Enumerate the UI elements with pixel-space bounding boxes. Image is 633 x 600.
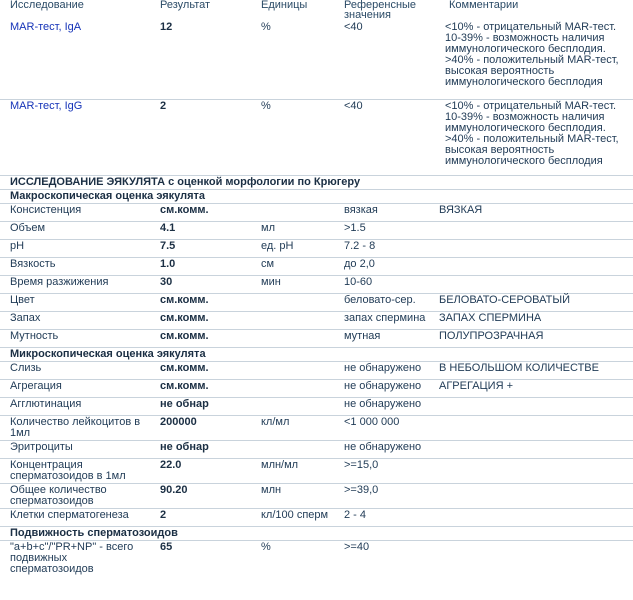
mar-igg-name: MAR-тест, IgG [0, 99, 150, 175]
header-reference: Референсные значения [344, 0, 417, 21]
row-ref: 7.2 - 8 [334, 239, 435, 257]
row-result: 200000 [150, 415, 251, 440]
row-result: см.комм. [150, 311, 251, 329]
row-comment: В НЕБОЛЬШОМ КОЛИЧЕСТВЕ [435, 361, 633, 379]
motility-title: Подвижность сперматозоидов [0, 526, 633, 540]
row-name: pH [0, 239, 150, 257]
row-unit: мин [251, 275, 334, 293]
row-name: Агглютинация [0, 397, 150, 415]
row-ref: не обнаружено [334, 379, 435, 397]
row-comment: ВЯЗКАЯ [435, 203, 633, 221]
table-row [0, 203, 633, 221]
mar-iga-unit: % [251, 21, 334, 99]
table-row [0, 275, 633, 293]
mar-igg-comment: <10% - отрицательный MAR-тест. 10-39% - возможность наличия иммунологического бесплодия. >40% - положительный MAR-тест, высокая вероятность иммунологического бесплодия [435, 99, 633, 175]
row-unit: ед. pH [251, 239, 334, 257]
row-ref: >=39,0 [334, 483, 435, 508]
row-name: Эритроциты [0, 440, 150, 458]
row-comment: АГРЕГАЦИЯ + [435, 379, 633, 397]
row-unit: см [251, 257, 334, 275]
table-row [0, 540, 633, 576]
row-result: 90.20 [150, 483, 251, 508]
row-result: 22.0 [150, 458, 251, 483]
header-units: Единицы [261, 0, 308, 11]
row-unit [251, 397, 334, 415]
table-row [0, 483, 633, 508]
row-name: Цвет [0, 293, 150, 311]
row-ref: мутная [334, 329, 435, 347]
row-name: "a+b+c"/"PR+NP" - всего подвижных сперматозоидов [10, 540, 134, 575]
row-comment [435, 415, 633, 440]
row-comment [435, 221, 633, 239]
row-comment [435, 239, 633, 257]
motility-title-row [0, 526, 633, 540]
row-name: Время разжижения [0, 275, 150, 293]
row-comment [435, 540, 633, 576]
mar-iga-row [0, 21, 633, 99]
row-ref: <1 000 000 [334, 415, 435, 440]
row-unit [251, 329, 334, 347]
mar-iga-ref: <40 [334, 21, 435, 99]
row-unit: кл/100 сперм [251, 508, 334, 526]
table-row [0, 293, 633, 311]
mar-igg-row [0, 99, 633, 175]
row-unit [251, 379, 334, 397]
row-ref: >=15,0 [334, 458, 435, 483]
row-unit [251, 311, 334, 329]
row-ref: 10-60 [334, 275, 435, 293]
row-name: Запах [0, 311, 150, 329]
row-result: не обнар [150, 440, 251, 458]
row-comment: ПОЛУПРОЗРАЧНАЯ [435, 329, 633, 347]
row-name: Слизь [0, 361, 150, 379]
table-row [0, 329, 633, 347]
mar-iga-result: 12 [150, 21, 251, 99]
table-row [0, 397, 633, 415]
row-unit: млн/мл [251, 458, 334, 483]
header-test: Исследование [10, 0, 84, 11]
row-unit [251, 440, 334, 458]
section-title: ИССЛЕДОВАНИЕ ЭЯКУЛЯТА с оценкой морфологии по Крюгеру [0, 175, 633, 189]
row-result: см.комм. [150, 203, 251, 221]
table-row [0, 221, 633, 239]
header-result: Результат [160, 0, 211, 11]
row-unit [251, 203, 334, 221]
row-unit [251, 361, 334, 379]
row-comment [435, 397, 633, 415]
table-row [0, 311, 633, 329]
mar-iga-comment: <10% - отрицательный MAR-тест. 10-39% - возможность наличия иммунологического бесплодия. >40% - положительный MAR-тест, высокая вероятность иммунологического бесплодия [435, 21, 633, 99]
row-unit: мл [251, 221, 334, 239]
macro-title: Макроскопическая оценка эякулята [0, 189, 633, 203]
row-comment: БЕЛОВАТО-СЕРОВАТЫЙ [435, 293, 633, 311]
table-row [0, 508, 633, 526]
row-unit: млн [251, 483, 334, 508]
row-comment [435, 508, 633, 526]
row-unit [251, 293, 334, 311]
row-result: 7.5 [150, 239, 251, 257]
mar-igg-unit: % [251, 99, 334, 175]
row-result: 1.0 [150, 257, 251, 275]
table-row [0, 361, 633, 379]
row-ref: >=40 [344, 540, 370, 553]
row-name: Объем [0, 221, 150, 239]
row-ref: не обнаружено [334, 440, 435, 458]
row-ref: не обнаружено [334, 397, 435, 415]
row-ref: не обнаружено [334, 361, 435, 379]
table-row [0, 379, 633, 397]
row-comment [435, 275, 633, 293]
micro-title: Микроскопическая оценка эякулята [0, 347, 633, 361]
row-result: не обнар [150, 397, 251, 415]
table-row [0, 239, 633, 257]
row-unit: кл/мл [251, 415, 334, 440]
row-unit: % [261, 540, 271, 553]
row-result: см.комм. [150, 361, 251, 379]
micro-title-row [0, 347, 633, 361]
mar-iga-name: MAR-тест, IgA [0, 21, 150, 99]
row-result: см.комм. [150, 293, 251, 311]
row-name: Клетки сперматогенеза [0, 508, 150, 526]
section-title-row [0, 175, 633, 189]
row-name: Количество лейкоцитов в 1мл [0, 415, 150, 440]
row-result: 4.1 [150, 221, 251, 239]
header-comments: Комментарии [449, 0, 519, 11]
row-ref: >1.5 [334, 221, 435, 239]
table-header [0, 0, 633, 21]
table-row [0, 440, 633, 458]
row-name: Концентрация сперматозоидов в 1мл [0, 458, 150, 483]
row-ref: вязкая [334, 203, 435, 221]
row-ref: запах спермина [334, 311, 435, 329]
row-comment [435, 257, 633, 275]
row-comment [435, 458, 633, 483]
row-result: см.комм. [150, 379, 251, 397]
row-result: 65 [160, 540, 173, 553]
row-result: 30 [150, 275, 251, 293]
row-result: см.комм. [150, 329, 251, 347]
table-row [0, 458, 633, 483]
row-result: 2 [150, 508, 251, 526]
row-ref: до 2,0 [334, 257, 435, 275]
row-ref: беловато-сер. [334, 293, 435, 311]
macro-title-row [0, 189, 633, 203]
row-name: Мутность [0, 329, 150, 347]
mar-igg-result: 2 [150, 99, 251, 175]
row-name: Консистенция [0, 203, 150, 221]
row-comment [435, 440, 633, 458]
row-name: Вязкость [0, 257, 150, 275]
row-name: Общее количество сперматозоидов [0, 483, 150, 508]
row-comment: ЗАПАХ СПЕРМИНА [435, 311, 633, 329]
row-ref: 2 - 4 [334, 508, 435, 526]
row-comment [435, 483, 633, 508]
table-row [0, 257, 633, 275]
row-name: Агрегация [0, 379, 150, 397]
table-row [0, 415, 633, 440]
mar-igg-ref: <40 [334, 99, 435, 175]
